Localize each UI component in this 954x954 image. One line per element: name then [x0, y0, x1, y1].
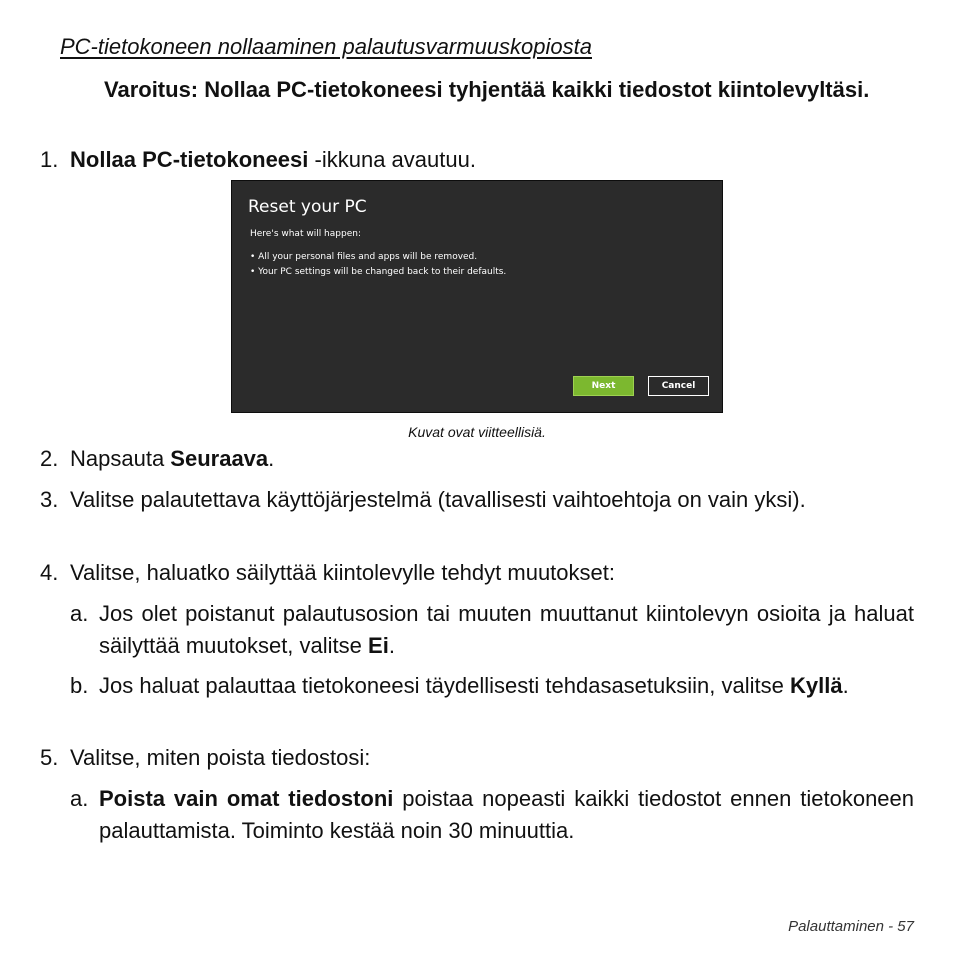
- step-5-option-a: [70, 783, 914, 847]
- step-number: 3.: [40, 487, 59, 512]
- step-4-option-a: [70, 598, 914, 662]
- step-2: [40, 443, 914, 475]
- step-text: -ikkuna avautuu.: [308, 147, 476, 172]
- option-text: Jos haluat palauttaa tietokoneesi täydellisesti tehdasasetuksiin, valitse: [99, 673, 790, 698]
- option-bold: Ei: [368, 633, 389, 658]
- section-title: PC-tietokoneen nollaaminen palautusvarmuuskopiosta: [60, 34, 592, 59]
- step-number: 2.: [40, 446, 59, 471]
- step-text: Valitse palautettava käyttöjärjestelmä (tavallisesti vaihtoehtoja on vain yksi).: [70, 487, 806, 512]
- screenshot-bullet: • Your PC settings will be changed back to their defaults.: [250, 267, 507, 277]
- cancel-button[interactable]: Cancel: [648, 376, 709, 396]
- screenshot-title: Reset your PC: [248, 197, 367, 217]
- option-text: .: [842, 673, 849, 698]
- option-letter: b.: [70, 673, 89, 698]
- step-text: .: [268, 446, 275, 471]
- step-number: 4.: [40, 560, 59, 585]
- option-text: Jos olet poistanut palautusosion tai muuten muuttanut kiintolevyn osioita ja haluat säilyttää muutokset, valitse: [99, 601, 914, 658]
- step-4: [40, 557, 914, 589]
- step-4-option-b: [70, 670, 914, 702]
- step-3: [40, 484, 914, 516]
- image-caption: Kuvat ovat viitteellisiä.: [408, 424, 546, 440]
- screenshot-bullets: [250, 250, 506, 280]
- step-5: [40, 742, 914, 774]
- step-text: Valitse, miten poista tiedostosi:: [70, 745, 371, 770]
- step-number: 5.: [40, 745, 59, 770]
- option-text: poistaa nopeasti kaikki tiedostot ennen tietokoneen palauttamista. Toiminto kestää noin 30 minuuttia.: [99, 786, 915, 843]
- next-button[interactable]: Next: [573, 376, 634, 396]
- step-text: Valitse, haluatko säilyttää kiintolevylle tehdyt muutokset:: [70, 560, 615, 585]
- screenshot-subtitle: Here's what will happen:: [250, 229, 361, 239]
- option-letter: a.: [70, 601, 89, 626]
- reset-pc-screenshot: [231, 180, 723, 413]
- screenshot-bullet: • All your personal files and apps will be removed.: [250, 252, 478, 262]
- warning-text: Varoitus: Nollaa PC-tietokoneesi tyhjentää kaikki tiedostot kiintolevyltäsi.: [104, 77, 870, 102]
- step-bold: Seuraava: [170, 446, 269, 471]
- step-1: [40, 144, 914, 176]
- option-bold: Kyllä: [789, 673, 843, 698]
- step-number: 1.: [40, 147, 59, 172]
- option-letter: a.: [70, 786, 89, 811]
- option-text: .: [388, 633, 395, 658]
- step-bold: Nollaa PC-tietokoneesi: [70, 147, 309, 172]
- option-bold: Poista vain omat tiedostoni: [99, 786, 394, 811]
- page-footer: Palauttaminen - 57: [788, 918, 914, 935]
- step-text: Napsauta: [70, 446, 171, 471]
